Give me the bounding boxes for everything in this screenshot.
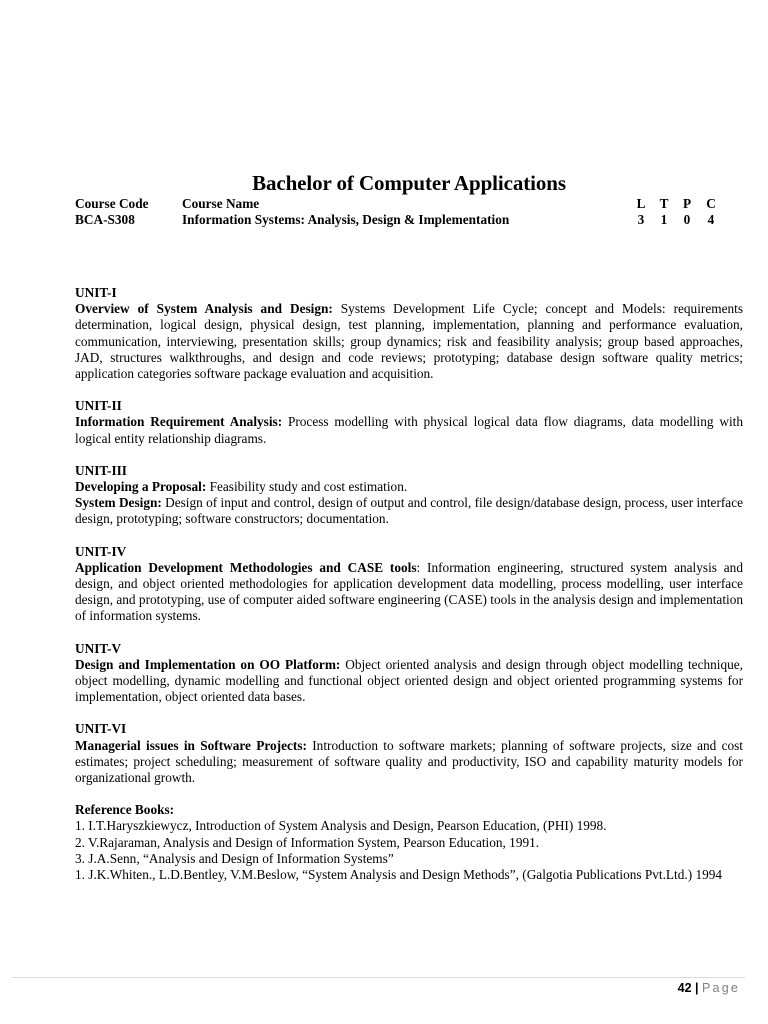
unit-3	[75, 463, 743, 528]
unit-title: UNIT-II	[75, 398, 122, 414]
reference-item: 1. J.K.Whiten., L.D.Bentley, V.M.Beslow, “System Analysis and Design Methods”, (Galgotia Publications Pvt.Ltd.) 1994	[75, 867, 723, 883]
page-label: Page	[702, 981, 740, 995]
topic-text: Systems Development Life Cycle; concept and Models: requirements determination, logical design, physical design, test planning, implementation, planning and performance evaluation, communication, interviewing, presentation skills; group dynamics; risk and feasibility analysis; group based approaches, JAD, structures walkthroughs, and design and code reviews; prototyping; database design software quality metrics; application categories software package evaluation and acquisition.	[75, 301, 743, 382]
course-code: BCA-S308	[75, 212, 135, 227]
ltpc-label-t: T	[659, 196, 669, 211]
ltpc-label-c: C	[706, 196, 716, 211]
unit-title: UNIT-IV	[75, 543, 127, 559]
footer-divider	[12, 977, 745, 978]
page-separator: |	[695, 981, 699, 995]
topic-heading: Developing a Proposal:	[75, 479, 207, 495]
reference-item: 2. V.Rajaraman, Analysis and Design of Information System, Pearson Education, 1991.	[75, 834, 540, 850]
ltpc-value-p: 0	[683, 212, 691, 227]
reference-books-title: Reference Books:	[75, 802, 175, 818]
reference-books	[75, 802, 743, 883]
course-name: Information Systems: Analysis, Design & Implementation	[182, 212, 510, 227]
unit-paragraph	[75, 479, 743, 495]
course-name-label: Course Name	[182, 196, 260, 211]
unit-paragraph	[75, 301, 743, 382]
unit-1	[75, 285, 743, 382]
page-title: Bachelor of Computer Applications	[252, 171, 566, 195]
course-code-label: Course Code	[75, 196, 149, 211]
unit-paragraph	[75, 414, 743, 446]
topic-text: Object oriented analysis and design through object modelling technique, object modelling, dynamic modelling and functional object oriented design and object oriented programming systems for implementation, object oriented data bases.	[75, 656, 743, 705]
page-number: 42	[677, 981, 692, 995]
unit-4	[75, 544, 743, 625]
ltpc-value-c: 4	[707, 212, 715, 227]
unit-paragraph	[75, 738, 743, 787]
ltpc-label-p: P	[682, 196, 692, 211]
topic-heading: System Design:	[75, 495, 162, 511]
course-value-row	[75, 212, 721, 228]
topic-text: Process modelling with physical logical data flow diagrams, data modelling with logical entity relationship diagrams.	[75, 414, 743, 446]
unit-title: UNIT-III	[75, 462, 127, 478]
reference-item: 1. I.T.Haryszkiewycz, Introduction of System Analysis and Design, Pearson Education, (PHI) 1998.	[75, 818, 607, 834]
topic-text: Introduction to software markets; planning of software projects, size and cost estimates; project scheduling; measurement of software quality and productivity, ISO and capability maturity models for organizational growth.	[75, 737, 743, 786]
unit-paragraph	[75, 495, 743, 527]
unit-5	[75, 641, 743, 706]
course-header-row	[75, 196, 721, 212]
topic-heading: Application Development Methodologies and CASE tools	[75, 559, 417, 575]
ltpc-value-l: 3	[637, 212, 645, 227]
unit-title: UNIT-VI	[75, 721, 127, 737]
unit-6	[75, 721, 743, 786]
unit-paragraph	[75, 560, 743, 625]
topic-text: Design of input and control, design of output and control, file design/database design, process, user interface design, prototyping; software constructors; documentation.	[75, 495, 744, 527]
syllabus-content	[75, 285, 743, 883]
topic-heading: Managerial issues in Software Projects:	[75, 737, 307, 753]
reference-item: 3. J.A.Senn, “Analysis and Design of Information Systems”	[75, 850, 394, 866]
topic-heading: Design and Implementation on OO Platform:	[75, 656, 341, 672]
unit-title: UNIT-I	[75, 285, 117, 300]
topic-heading: Overview of System Analysis and Design:	[75, 301, 333, 317]
page-footer	[678, 981, 740, 995]
unit-paragraph	[75, 657, 743, 706]
ltpc-value-t: 1	[660, 212, 668, 227]
topic-text: Feasibility study and cost estimation.	[206, 479, 408, 495]
ltpc-label-l: L	[636, 196, 646, 211]
course-info-table	[75, 196, 721, 228]
topic-heading: Information Requirement Analysis:	[75, 414, 283, 430]
unit-title: UNIT-V	[75, 640, 122, 656]
unit-2	[75, 398, 743, 447]
topic-text: : Information engineering, structured system analysis and design, and object oriented methodologies for application development data modelling, process modelling, user interface design, and prototyping, use of computer aided software engineering (CASE) tools in the analysis design and implementation of information systems.	[75, 559, 743, 624]
